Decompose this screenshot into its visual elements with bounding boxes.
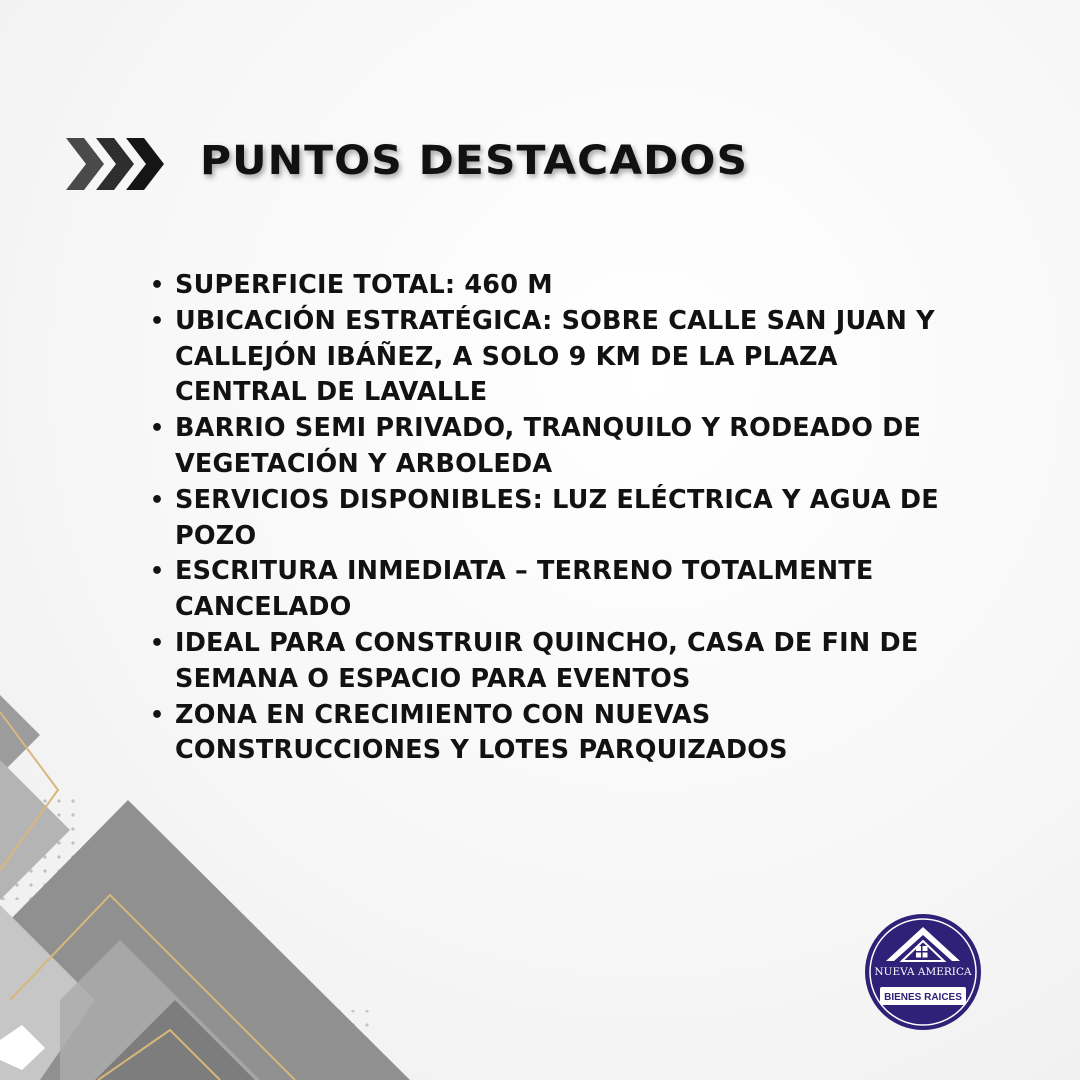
bullet-icon: •: [150, 487, 165, 513]
list-item-text: ESCRITURA INMEDIATA – TERRENO TOTALMENTE CANCELADO: [175, 556, 874, 623]
logo-line2: BIENES RAICES: [884, 992, 962, 1003]
nueva-america-logo: [864, 913, 982, 1031]
page-title: PUNTOS DESTACADOS: [200, 138, 749, 184]
list-item: [150, 268, 940, 304]
list-item-text: BARRIO SEMI PRIVADO, TRANQUILO Y RODEADO DE VEGETACIÓN Y ARBOLEDA: [175, 413, 922, 479]
list-item: [150, 698, 940, 770]
diamond-shape: [0, 695, 40, 775]
bullet-icon: •: [150, 702, 165, 728]
list-item: [150, 483, 940, 555]
list-item: [150, 304, 940, 411]
chevrons-right-icon: [66, 132, 166, 196]
list-item-text: ZONA EN CRECIMIENTO CON NUEVAS CONSTRUCCIONES Y LOTES PARQUIZADOS: [175, 699, 788, 766]
bullet-icon: •: [150, 630, 165, 656]
list-item: [150, 554, 940, 626]
list-item-text: UBICACIÓN ESTRATÉGICA: SOBRE CALLE SAN JUAN Y CALLEJÓN IBÁÑEZ, A SOLO 9 KM DE LA PLAZA CENTRAL DE LAVALLE: [175, 305, 935, 408]
list-item: [150, 626, 940, 698]
bullet-icon: •: [150, 308, 165, 334]
logo-line1: NUEVA AMERICA: [874, 966, 972, 978]
list-item-text: SUPERFICIE TOTAL: 460 M: [175, 270, 553, 300]
highlights-list: [150, 268, 940, 769]
list-item: [150, 411, 940, 483]
list-item-text: IDEAL PARA CONSTRUIR QUINCHO, CASA DE FIN DE SEMANA O ESPACIO PARA EVENTOS: [175, 627, 919, 694]
bullet-icon: •: [150, 273, 165, 298]
bullet-icon: •: [150, 416, 165, 442]
list-item-text: SERVICIOS DISPONIBLES: LUZ ELÉCTRICA Y AGUA DE POZO: [175, 484, 939, 551]
bullet-icon: •: [150, 559, 165, 585]
